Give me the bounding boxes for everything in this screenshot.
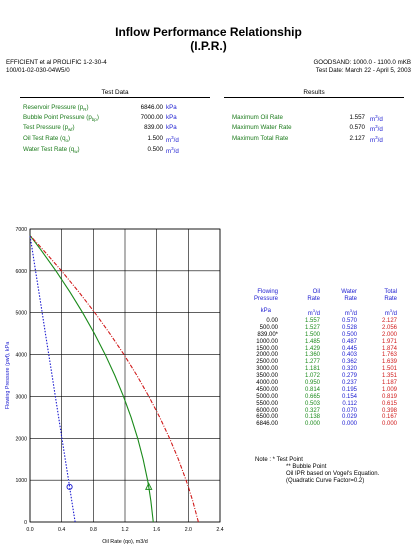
ipr-chart bbox=[0, 215, 230, 545]
max-water-rate-unit: $m^3/d$ bbox=[370, 124, 383, 134]
table-cell-oil: 1.181 bbox=[304, 366, 320, 373]
table-cell-total: 0.615 bbox=[381, 400, 397, 407]
x-tick-label: 1.2 bbox=[121, 527, 129, 533]
table-cell-water: 0.000 bbox=[341, 421, 357, 428]
table-cell-pressure: 5500.00 bbox=[256, 400, 278, 407]
note-bubble-point: ** Bubble Point bbox=[286, 464, 327, 470]
well-name: EFFICIENT et al PROLIFIC 1-2-30-4 bbox=[6, 59, 107, 66]
max-total-rate-value: 2.127 bbox=[349, 135, 365, 142]
table-cell-pressure: 839.00* bbox=[257, 331, 278, 338]
test-date: Test Date: March 22 - April 5, 2003 bbox=[315, 67, 411, 74]
table-cell-total: 1.501 bbox=[381, 366, 397, 373]
table-cell-total: 0.398 bbox=[381, 407, 397, 414]
max-oil-rate-value: 1.557 bbox=[349, 114, 365, 121]
table-cell-water: 0.279 bbox=[341, 373, 357, 380]
table-header-pressure-line1: Flowing bbox=[257, 289, 278, 295]
table-cell-water: 0.112 bbox=[342, 400, 357, 407]
table-unit-oil: $m^3/d$ bbox=[307, 308, 320, 317]
y-tick-label: 7000 bbox=[15, 227, 27, 233]
table-cell-pressure: 1000.00 bbox=[256, 338, 278, 345]
test-pressure-value: 839.00 bbox=[144, 124, 163, 131]
table-cell-pressure: 4000.00 bbox=[256, 380, 278, 387]
table-cell-water: 0.445 bbox=[341, 345, 357, 352]
table-unit-total: $m^3/d$ bbox=[384, 308, 397, 317]
table-cell-oil: 0.503 bbox=[304, 400, 320, 407]
oil-test-rate-label: Oil Test Rate $(q_o)$ bbox=[23, 135, 71, 144]
x-tick-label: 0.8 bbox=[89, 527, 97, 533]
results-heading: Results bbox=[303, 89, 325, 96]
x-tick-label: 2.4 bbox=[216, 527, 224, 533]
table-cell-water: 0.500 bbox=[341, 331, 357, 338]
bubble-point-pressure-value: 7000.00 bbox=[140, 114, 163, 121]
table-header-water bbox=[325, 289, 357, 303]
reservoir-pressure-label: Reservoir Pressure $(p_R)$ bbox=[23, 104, 89, 113]
table-header-total-line1: Total bbox=[384, 289, 397, 295]
well-uwi: 100/01-02-030-04W5/0 bbox=[6, 67, 70, 74]
table-cell-water: 0.070 bbox=[341, 407, 357, 414]
table-cell-total: 1.639 bbox=[381, 359, 397, 366]
max-oil-rate-label: Maximum Oil Rate bbox=[232, 114, 283, 121]
table-header-pressure bbox=[236, 289, 278, 303]
results-divider bbox=[224, 97, 404, 98]
note-vogel: Oil IPR based on Vogel's Equation. bbox=[286, 471, 380, 477]
table-cell-pressure: 6000.00 bbox=[256, 407, 278, 414]
table-cell-water: 0.487 bbox=[341, 338, 357, 345]
table-cell-pressure: 2500.00 bbox=[256, 359, 278, 366]
test-pressure-label: Test Pressure $(p_{wf})$ bbox=[23, 124, 75, 133]
table-cell-total: 1.874 bbox=[381, 345, 397, 352]
table-cell-oil: 0.327 bbox=[304, 407, 320, 414]
table-column-oil bbox=[290, 318, 320, 428]
bubble-point-pressure-label: Bubble Point Pressure $(p_{bp})$ bbox=[23, 114, 99, 123]
table-cell-oil: 1.500 bbox=[304, 331, 320, 338]
table-column-pressure bbox=[236, 318, 278, 428]
table-header-oil-line2: Rate bbox=[307, 296, 320, 302]
note-curve-factor: (Quadratic Curve Factor=0.2) bbox=[286, 478, 365, 484]
table-column-water bbox=[325, 318, 357, 428]
x-tick-label: 0.0 bbox=[26, 527, 34, 533]
table-cell-pressure: 3500.00 bbox=[256, 373, 278, 380]
table-cell-total: 1.763 bbox=[381, 352, 397, 359]
reservoir-pressure-value: 6846.00 bbox=[140, 104, 163, 111]
test-pressure-unit: kPa bbox=[166, 124, 177, 131]
table-unit-water: $m^3/d$ bbox=[344, 308, 357, 317]
table-cell-oil: 1.485 bbox=[304, 338, 320, 345]
table-cell-pressure: 0.00 bbox=[266, 318, 278, 324]
water-test-rate-label: Water Test Rate $(q_w)$ bbox=[23, 146, 80, 155]
table-header-total-line2: Rate bbox=[384, 296, 397, 302]
report-subtitle: (I.P.R.) bbox=[190, 39, 227, 53]
table-cell-water: 0.237 bbox=[341, 380, 357, 387]
table-cell-total: 0.819 bbox=[381, 393, 397, 400]
max-water-rate-label: Maximum Water Rate bbox=[232, 124, 292, 131]
test-data-divider bbox=[20, 97, 210, 98]
table-cell-pressure: 5000.00 bbox=[256, 393, 278, 400]
table-cell-total: 2.000 bbox=[381, 331, 397, 338]
table-header-water-line2: Rate bbox=[344, 296, 357, 302]
table-cell-water: 0.029 bbox=[341, 414, 357, 421]
table-header-pressure-line2: Pressure bbox=[253, 296, 278, 302]
ipr-series-line-0 bbox=[30, 235, 153, 522]
table-cell-water: 0.403 bbox=[341, 352, 357, 359]
table-cell-total: 1.187 bbox=[381, 380, 397, 387]
y-tick-label: 0 bbox=[24, 520, 27, 526]
table-cell-oil: 1.527 bbox=[304, 324, 320, 331]
table-column-total bbox=[365, 318, 397, 428]
table-cell-total: 0.000 bbox=[381, 421, 397, 428]
table-cell-oil: 1.557 bbox=[304, 318, 320, 324]
table-cell-pressure: 3000.00 bbox=[256, 366, 278, 373]
table-header-oil bbox=[290, 289, 320, 303]
y-tick-label: 6000 bbox=[15, 268, 27, 275]
x-tick-label: 2.0 bbox=[184, 527, 192, 533]
table-cell-water: 0.320 bbox=[341, 366, 357, 373]
max-oil-rate-unit: $m^3/d$ bbox=[370, 114, 383, 124]
table-cell-pressure: 2000.00 bbox=[256, 352, 278, 359]
table-cell-water: 0.195 bbox=[341, 386, 357, 393]
table-cell-oil: 1.277 bbox=[304, 359, 320, 366]
table-header-total bbox=[365, 289, 397, 303]
max-water-rate-value: 0.570 bbox=[349, 124, 365, 131]
max-total-rate-label: Maximum Total Rate bbox=[232, 135, 289, 142]
table-cell-pressure: 500.00 bbox=[259, 324, 278, 331]
y-tick-label: 5000 bbox=[15, 310, 27, 317]
table-cell-oil: 1.360 bbox=[304, 352, 320, 359]
table-cell-oil: 0.138 bbox=[304, 414, 320, 421]
y-tick-label: 2000 bbox=[15, 436, 27, 443]
x-tick-label: 0.4 bbox=[58, 527, 66, 533]
table-cell-pressure: 4500.00 bbox=[256, 386, 278, 393]
max-total-rate-unit: $m^3/d$ bbox=[370, 135, 383, 145]
oil-test-rate-unit: $m^3/d$ bbox=[166, 135, 179, 145]
table-unit-pressure: kPa bbox=[260, 308, 271, 314]
water-test-rate-value: 0.500 bbox=[147, 146, 163, 153]
water-test-rate-unit: $m^3/d$ bbox=[166, 146, 179, 156]
table-cell-total: 1.351 bbox=[381, 373, 397, 380]
table-cell-pressure: 6846.00 bbox=[256, 421, 278, 428]
table-cell-total: 1.971 bbox=[381, 338, 397, 345]
table-cell-water: 0.528 bbox=[341, 324, 357, 331]
table-cell-water: 0.154 bbox=[341, 393, 357, 400]
table-cell-oil: 0.665 bbox=[304, 393, 320, 400]
reservoir-pressure-unit: kPa bbox=[166, 104, 177, 111]
bubble-point-pressure-unit: kPa bbox=[166, 114, 177, 121]
oil-test-rate-value: 1.500 bbox=[147, 135, 163, 142]
table-cell-oil: 0.814 bbox=[304, 386, 320, 393]
table-cell-total: 1.009 bbox=[381, 386, 397, 393]
note-test-point: Note : * Test Point bbox=[255, 457, 303, 463]
table-cell-oil: 0.000 bbox=[304, 421, 320, 428]
test-data-heading: Test Data bbox=[101, 89, 129, 96]
table-cell-pressure: 1500.00 bbox=[256, 345, 278, 352]
table-cell-total: 2.127 bbox=[381, 318, 397, 324]
table-header-water-line1: Water bbox=[341, 289, 357, 295]
x-axis-label: Oil Rate (qo), m3/d bbox=[102, 539, 148, 545]
table-cell-total: 0.167 bbox=[381, 414, 397, 421]
table-cell-water: 0.570 bbox=[341, 318, 357, 324]
y-tick-label: 1000 bbox=[15, 478, 27, 485]
table-cell-pressure: 6500.00 bbox=[256, 414, 278, 421]
table-header-oil-line1: Oil bbox=[312, 289, 320, 295]
table-cell-total: 2.056 bbox=[381, 324, 397, 331]
formation-interval: GOODSAND: 1000.0 - 1100.0 mKB bbox=[313, 59, 411, 66]
y-tick-label: 3000 bbox=[15, 394, 27, 401]
table-cell-oil: 1.072 bbox=[304, 373, 320, 380]
y-tick-label: 4000 bbox=[15, 352, 27, 359]
y-axis-label: Flowing Pressure (pwf), kPa bbox=[5, 341, 11, 410]
x-tick-label: 1.6 bbox=[153, 527, 161, 533]
table-cell-oil: 0.950 bbox=[304, 380, 320, 387]
table-cell-oil: 1.429 bbox=[304, 345, 320, 352]
report-title: Inflow Performance Relationship bbox=[115, 25, 302, 39]
ipr-series-line-2 bbox=[30, 235, 198, 522]
table-cell-water: 0.362 bbox=[341, 359, 357, 366]
